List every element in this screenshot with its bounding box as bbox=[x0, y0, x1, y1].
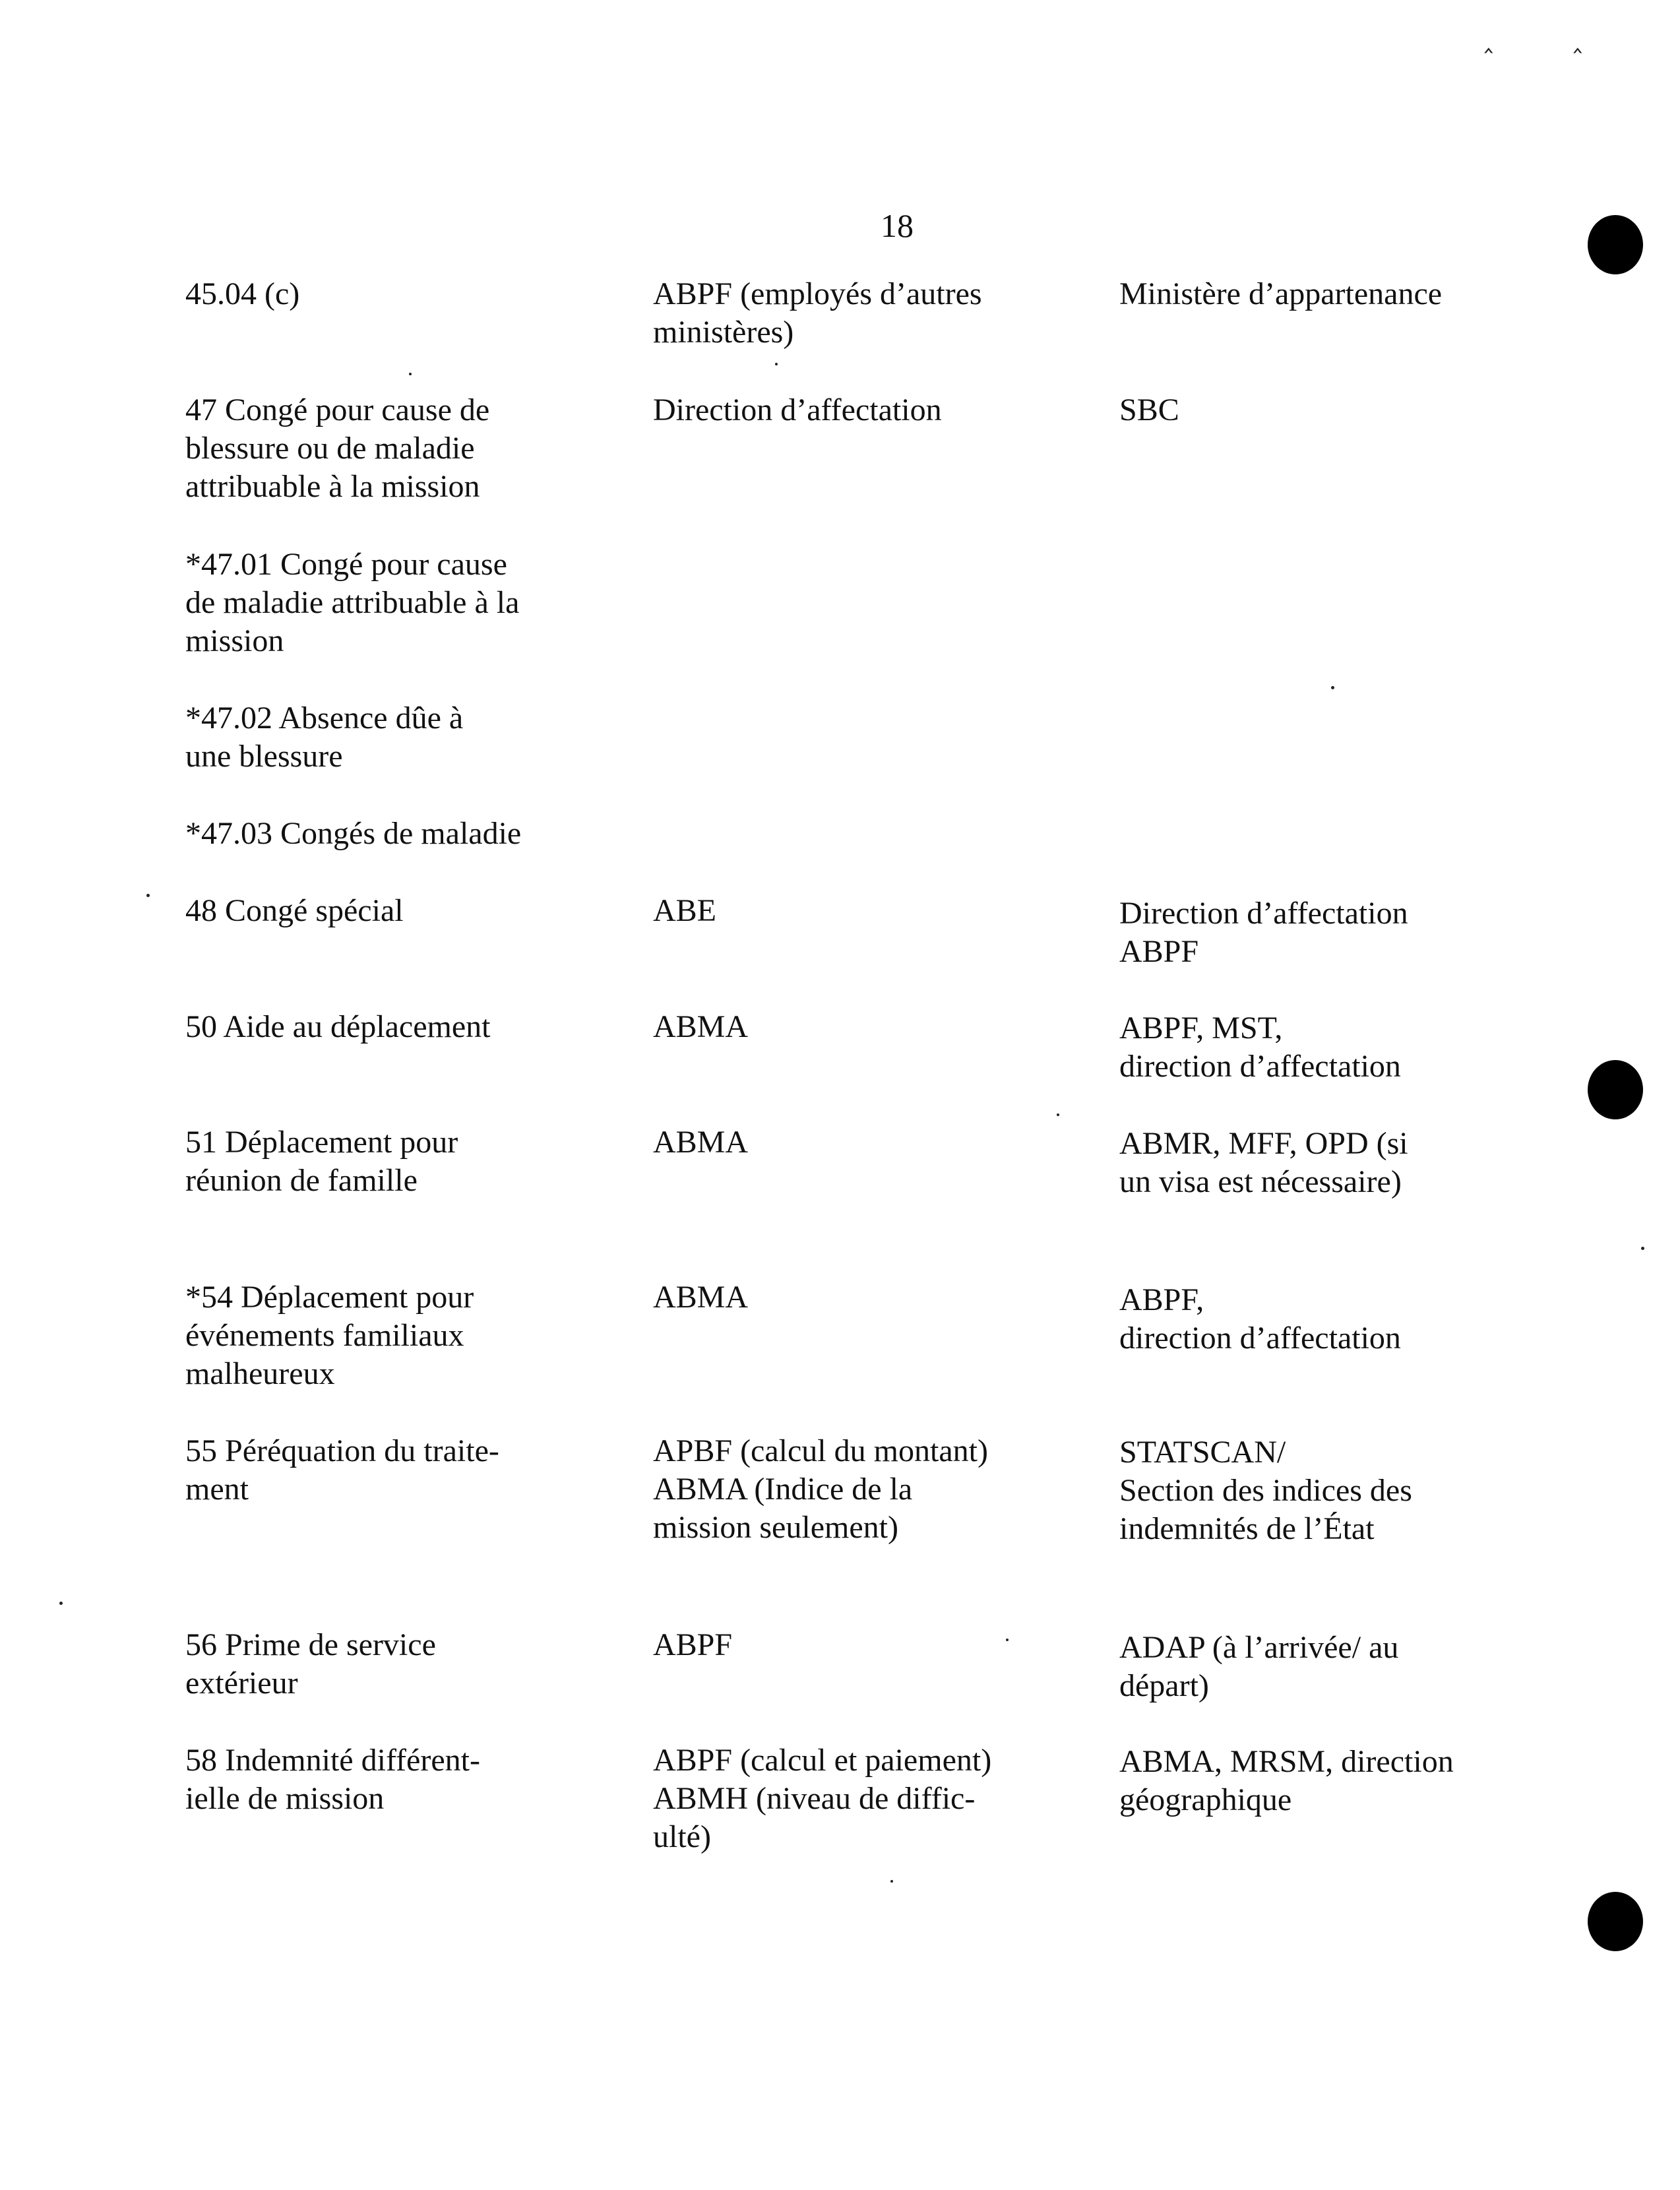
binder-hole-middle bbox=[1588, 1060, 1643, 1119]
row-8-consulted: ABMR, MFF, OPD (si un visa est nécessaire) bbox=[1119, 1126, 1408, 1199]
row-12-consulted: ABMA, MRSM, direction géographique bbox=[1119, 1744, 1454, 1817]
scan-mark: ‸ bbox=[1573, 23, 1582, 53]
binder-hole-bottom bbox=[1588, 1892, 1643, 1951]
row-1-consulted: Ministère d’appartenance bbox=[1119, 276, 1443, 311]
scan-speck bbox=[1057, 1113, 1059, 1116]
row-8-provision: 51 Déplacement pour réunion de famille bbox=[185, 1125, 458, 1198]
row-11-consulted: ADAP (à l’arrivée/ au départ) bbox=[1119, 1630, 1399, 1703]
row-10-responsible: APBF (calcul du montant) ABMA (Indice de la mission seulement) bbox=[653, 1433, 988, 1545]
row-8-responsible: ABMA bbox=[653, 1125, 749, 1160]
scan-speck bbox=[890, 1880, 893, 1883]
row-2-consulted: SBC bbox=[1119, 392, 1179, 427]
scan-speck bbox=[1641, 1247, 1644, 1250]
scan-speck bbox=[59, 1602, 63, 1605]
scan-speck bbox=[146, 894, 150, 897]
row-11-responsible: ABPF bbox=[653, 1627, 733, 1662]
row-9-provision: *54 Déplacement pour événements familiaux malheureux bbox=[185, 1280, 474, 1391]
row-12-provision: 58 Indemnité différent- ielle de mission bbox=[185, 1743, 480, 1816]
row-1-provision: 45.04 (c) bbox=[185, 276, 300, 311]
row-10-provision: 55 Péréquation du traite- ment bbox=[185, 1433, 499, 1507]
row-1-responsible: ABPF (employés d’autres ministères) bbox=[653, 276, 982, 350]
scan-speck bbox=[775, 363, 778, 365]
row-9-responsible: ABMA bbox=[653, 1280, 749, 1315]
row-10-consulted: STATSCAN/ Section des indices des indemnités de l’État bbox=[1119, 1435, 1412, 1546]
row-12-responsible: ABPF (calcul et paiement) ABMH (niveau de diffic- ulté) bbox=[653, 1743, 992, 1854]
row-9-consulted: ABPF, direction d’affectation bbox=[1119, 1282, 1401, 1356]
row-2-responsible: Direction d’affectation bbox=[653, 392, 942, 427]
scan-mark: ‸ bbox=[1484, 23, 1493, 53]
scan-speck bbox=[409, 373, 412, 375]
row-3-provision: *47.01 Congé pour cause de maladie attribuable à la mission bbox=[185, 547, 520, 658]
row-11-provision: 56 Prime de service extérieur bbox=[185, 1627, 436, 1701]
scan-speck bbox=[1331, 686, 1334, 689]
row-2-provision: 47 Congé pour cause de blessure ou de maladie attribuable à la mission bbox=[185, 392, 490, 504]
row-7-consulted: ABPF, MST, direction d’affectation bbox=[1119, 1011, 1401, 1084]
binder-hole-top bbox=[1588, 215, 1643, 274]
row-4-provision: *47.02 Absence dûe à une blessure bbox=[185, 701, 464, 774]
row-6-responsible: ABE bbox=[653, 893, 716, 928]
row-6-consulted: Direction d’affectation ABPF bbox=[1119, 896, 1408, 969]
row-5-provision: *47.03 Congés de maladie bbox=[185, 816, 522, 851]
page-number: 18 bbox=[881, 207, 914, 244]
row-7-responsible: ABMA bbox=[653, 1009, 749, 1044]
row-6-provision: 48 Congé spécial bbox=[185, 893, 404, 928]
row-7-provision: 50 Aide au déplacement bbox=[185, 1009, 491, 1044]
